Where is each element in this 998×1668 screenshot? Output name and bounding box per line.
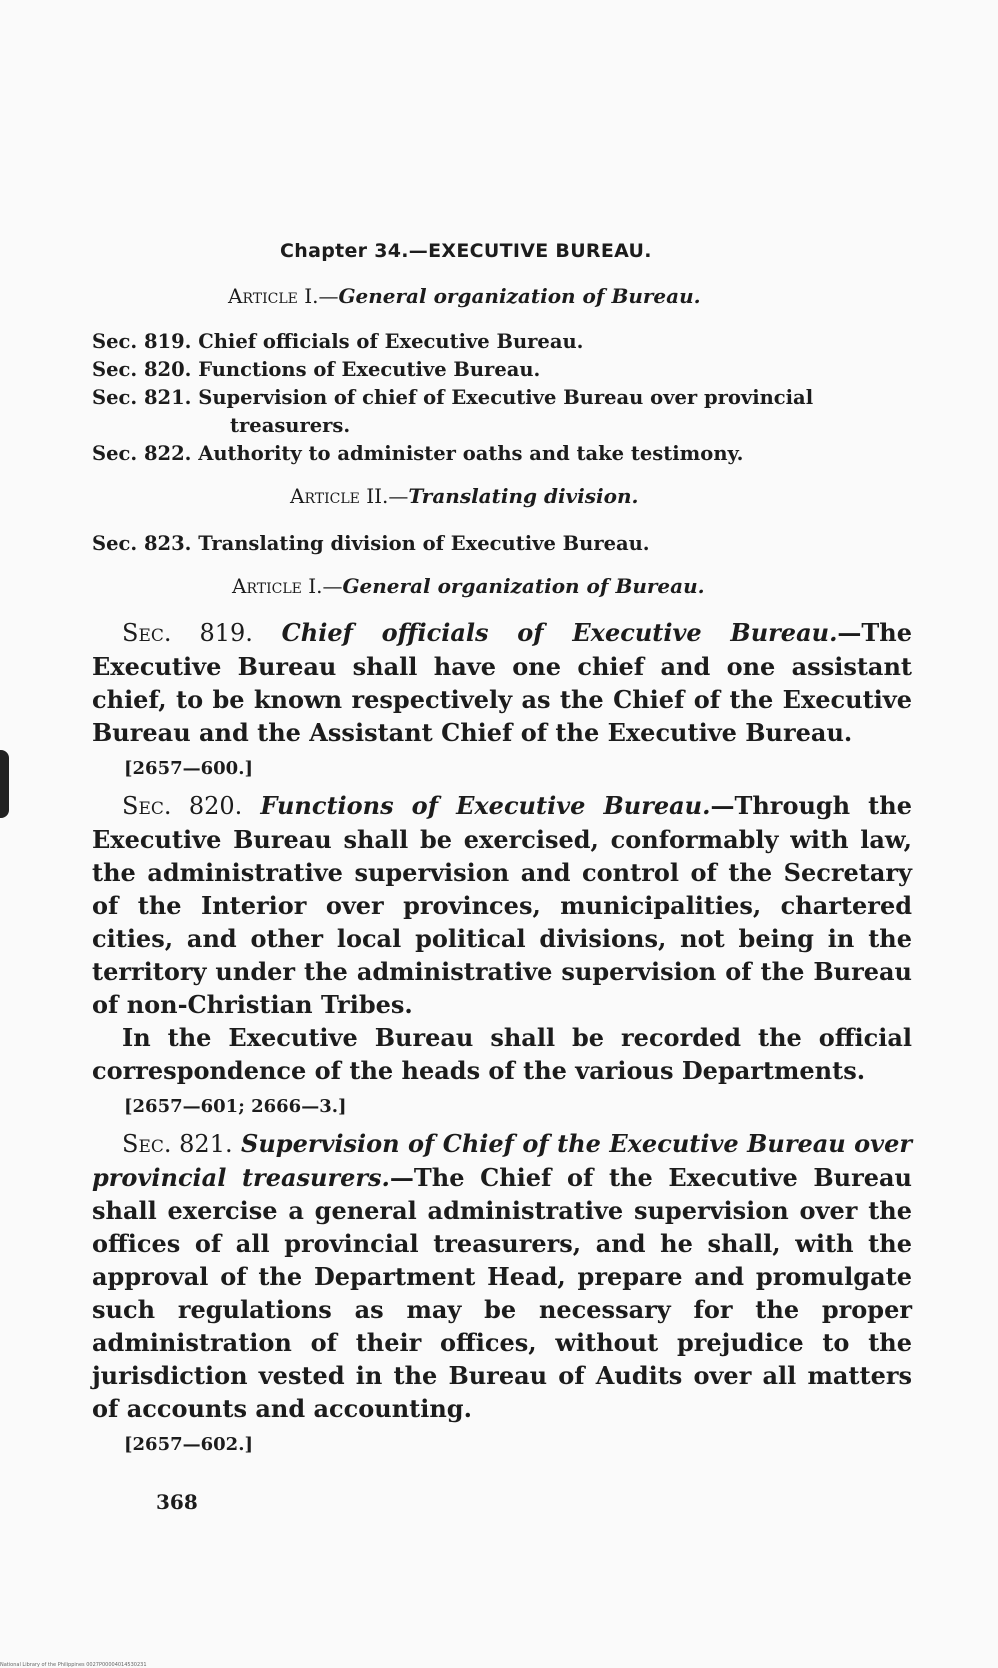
section-title: Chief officials of Executive Bureau. [281,618,838,647]
toc-entry [92,440,912,468]
body-text [92,616,912,1465]
toc-article-1-heading [228,284,788,308]
toc-sec-text: Translating division of Executive Bureau. [198,532,650,555]
citation: [2657—602.] [124,1434,253,1455]
section-text: —Through the Executive Bureau shall be exercised, conformably with law, the administrative supervision and control of the Secretary of the Interior over provinces, municipalities, chartered cities, and other local political divisions, not being in the territory under the administrative supervision of the Bureau of non-Christian Tribes. [92,791,912,1019]
body-article-1-title: General organization of Bureau. [342,574,705,598]
section-number: Sec. 820. [122,792,243,820]
toc-article-2-label: Article II.— [290,484,409,508]
body-article-1-heading [232,574,792,598]
citation: [2657—600.] [124,758,253,779]
section-text: —The Chief of the Executive Bureau shall exercise a general administrative supervision over the offices of all provincial treasurers, and he shall, with the approval of the Department Head, prepare and promulgate such regulations as may be necessary for the proper administration of their offices, without prejudice to the jurisdiction vested in the Bureau of Audits over all matters of accounts and accounting. [92,1163,912,1423]
section-number: Sec. 819. [122,619,253,647]
toc-entry [92,328,912,356]
toc-sec-number: Sec. 823. [92,532,192,555]
toc-entry [92,530,912,558]
section-821 [92,1127,912,1425]
toc-article-2-title: Translating division. [408,484,639,508]
toc-article-1-list [92,328,912,468]
toc-sec-number: Sec. 821. [92,386,192,409]
toc-sec-text: Chief officials of Executive Bureau. [198,330,584,353]
toc-sec-text: Authority to administer oaths and take testimony. [198,442,744,465]
toc-article-2-list [92,530,912,558]
chapter-title: Chapter 34.—EXECUTIVE BUREAU. [280,240,652,262]
binding-edge-mark [0,750,9,818]
section-title: Functions of Executive Bureau. [260,791,711,820]
page-number: 368 [156,1490,198,1514]
toc-entry [92,356,912,384]
toc-article-1-label: Article I.— [228,284,339,308]
section-text: —The Executive Bureau shall have one chief and one assistant chief, to be known respectively as the Chief of the Executive Bureau and the Assistant Chief of the Executive Bureau. [92,618,912,747]
toc-sec-number: Sec. 819. [92,330,192,353]
section-number: Sec. 821. [122,1130,233,1158]
toc-sec-number: Sec. 820. [92,358,192,381]
citation: [2657—601; 2666—3.] [124,1096,347,1117]
section-819 [92,616,912,749]
scan-footer: National Library of the Philippines 0027P00004014530231 [0,1662,147,1668]
section-820-paragraph-2: In the Executive Bureau shall be recorded the official correspondence of the heads of the various Departments. [92,1023,912,1085]
section-title: Supervision of Chief of the Executive Bureau over provincial treasurers. [92,1129,912,1192]
section-820 [92,789,912,1021]
toc-article-1-title: General organization of Bureau. [338,284,701,308]
toc-sec-text: Supervision of chief of Executive Bureau over provincial [198,386,814,409]
toc-sec-text: Functions of Executive Bureau. [198,358,541,381]
toc-article-2-heading [290,484,710,508]
toc-sec-number: Sec. 822. [92,442,192,465]
body-article-1-label: Article I.— [232,574,343,598]
toc-entry [92,384,912,412]
toc-entry-continuation: treasurers. [230,414,351,437]
